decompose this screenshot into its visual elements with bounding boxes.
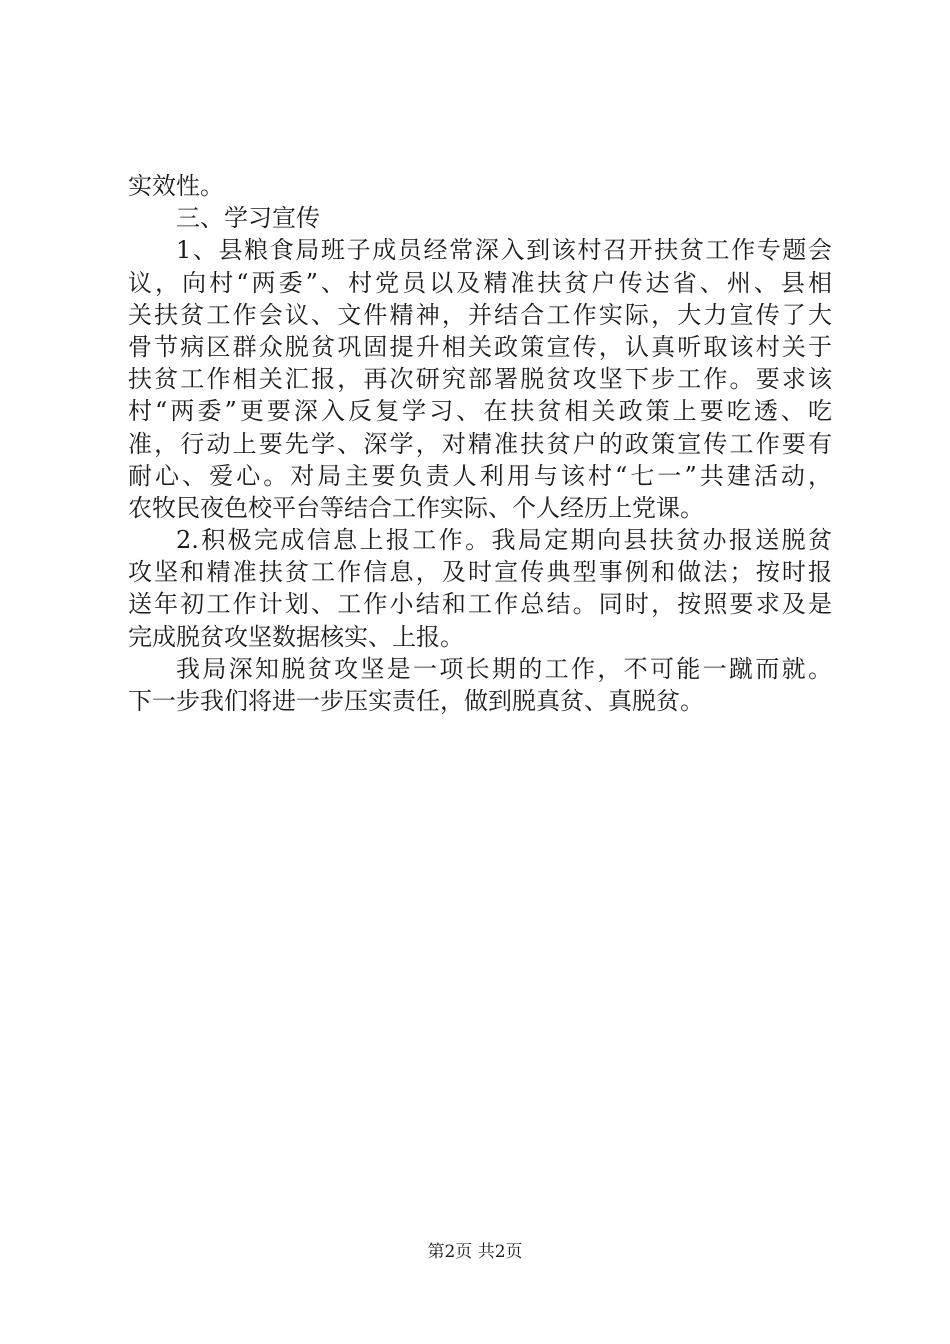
body-line: 实效性。 <box>128 172 224 200</box>
body-line: 我局深知脱贫攻坚是一项长期的工作，不可能一蹴而就。 <box>176 654 832 683</box>
document-body <box>128 170 832 717</box>
body-line: 准，行动上要先学、深学，对精准扶贫户的政策宣传工作要有 <box>128 429 832 458</box>
body-line: 2.积极完成信息上报工作。我局定期向县扶贫办报送脱贫 <box>176 526 832 555</box>
body-line: 完成脱贫攻坚数据核实、上报。 <box>128 622 464 651</box>
body-line: 下一步我们将进一步压实责任，做到脱真贫、真脱贫。 <box>128 687 704 715</box>
body-line: 骨节病区群众脱贫巩固提升相关政策宣传，认真听取该村关于 <box>128 332 832 361</box>
body-line: 农牧民夜色校平台等结合工作实际、个人经历上党课。 <box>128 493 704 522</box>
body-line: 1、县粮食局班子成员经常深入到该村召开扶贫工作专题会 <box>176 236 832 265</box>
body-line: 村“两委”更要深入反复学习、在扶贫相关政策上要吃透、吃 <box>128 397 832 426</box>
body-line: 攻坚和精准扶贫工作信息，及时宣传典型事例和做法；按时报 <box>128 558 832 587</box>
body-line: 扶贫工作相关汇报，再次研究部署脱贫攻坚下步工作。要求该 <box>128 365 832 394</box>
page-number-footer: 第2页 共2页 <box>427 1242 523 1262</box>
section-heading: 三、学习宣传 <box>176 204 320 233</box>
body-line: 耐心、爱心。对局主要负责人利用与该村“七一”共建活动， <box>128 461 832 490</box>
body-line: 议，向村“两委”、村党员以及精准扶贫户传达省、州、县相 <box>128 268 832 297</box>
body-line: 送年初工作计划、工作小结和工作总结。同时，按照要求及是 <box>128 590 832 619</box>
body-line: 关扶贫工作会议、文件精神，并结合工作实际，大力宣传了大 <box>128 300 832 329</box>
